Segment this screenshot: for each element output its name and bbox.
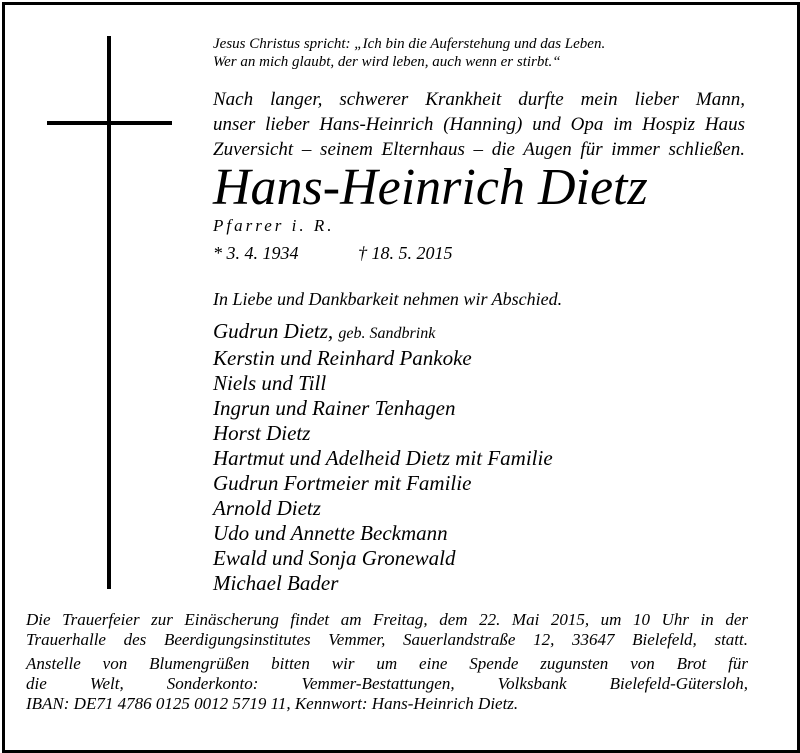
donation-info xyxy=(26,654,748,714)
cross-vertical-bar xyxy=(107,36,111,589)
mourners-list xyxy=(213,319,553,596)
footer-text xyxy=(26,610,748,714)
ceremony-info xyxy=(26,610,748,650)
mourner-entry: Hartmut und Adelheid Dietz mit Familie xyxy=(213,446,553,470)
mourner-entry: Arnold Dietz xyxy=(213,496,321,520)
intro-line: Nach langer, schwerer Krankheit durfte mein lieber Mann, xyxy=(213,89,745,110)
mourner-entry: Niels und Till xyxy=(213,371,327,395)
quote-line: Jesus Christus spricht: „Ich bin die Auferstehung und das Leben. xyxy=(213,36,606,52)
deceased-name: Hans-Heinrich Dietz xyxy=(213,159,648,216)
cross-horizontal-bar xyxy=(47,121,172,125)
mourner-entry: Ewald und Sonja Gronewald xyxy=(213,546,456,570)
donation-line: IBAN: DE71 4786 0125 0012 5719 11, Kennwort: Hans-Heinrich Dietz. xyxy=(26,694,519,713)
mourner-entry: Ingrun und Rainer Tenhagen xyxy=(213,396,456,420)
birth-date: * 3. 4. 1934 xyxy=(213,243,299,263)
intro-line: Zuversicht – seinem Elternhaus – die Augen für immer schließen. xyxy=(213,139,745,160)
mourner-name: Gudrun Dietz, xyxy=(213,319,334,343)
mourner-entry: Michael Bader xyxy=(213,571,339,595)
ceremony-line: Trauerhalle des Beerdigungsinstitutes Vemmer, Sauerlandstraße 12, 33647 Bielefeld, statt. xyxy=(26,630,748,649)
intro-text xyxy=(213,87,745,162)
mourner-entry: Gudrun Fortmeier mit Familie xyxy=(213,471,472,495)
mourner-note: geb. Sandbrink xyxy=(338,325,436,342)
deceased-title: Pfarrer i. R. xyxy=(213,216,335,235)
quote-line: Wer an mich glaubt, der wird leben, auch wenn er stirbt.“ xyxy=(213,54,561,70)
farewell-text: In Liebe und Dankbarkeit nehmen wir Abschied. xyxy=(213,289,563,309)
mourner-entry: Horst Dietz xyxy=(213,421,311,445)
death-date: † 18. 5. 2015 xyxy=(358,243,453,263)
mourner-entry: Kerstin und Reinhard Pankoke xyxy=(213,346,472,370)
mourner-entry: Udo und Annette Beckmann xyxy=(213,521,448,545)
donation-line: die Welt, Sonderkonto: Vemmer-Bestattungen, Volksbank Bielefeld-Gütersloh, xyxy=(26,674,748,693)
mourner-entry xyxy=(213,319,553,346)
bible-quote xyxy=(213,35,605,71)
intro-line: unser lieber Hans-Heinrich (Hanning) und Opa im Hospiz Haus xyxy=(213,114,745,135)
ceremony-line: Die Trauerfeier zur Einäscherung findet am Freitag, dem 22. Mai 2015, um 10 Uhr in der xyxy=(26,610,748,629)
donation-line: Anstelle von Blumengrüßen bitten wir um eine Spende zugunsten von Brot für xyxy=(26,654,748,673)
life-dates xyxy=(213,243,453,264)
